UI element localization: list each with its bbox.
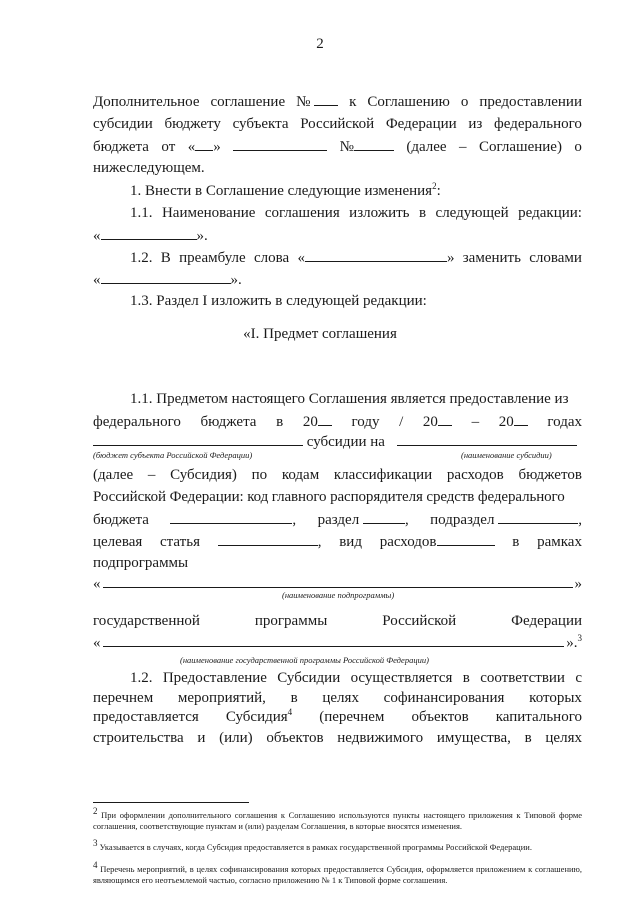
caption-subsidy: (наименование субсидии) [461,450,552,460]
year-blank-2[interactable] [438,412,452,426]
program-blank[interactable] [103,633,565,647]
s11-line-2: федерального бюджета в 20 году / 20 – 20 годах [93,414,582,430]
new-name-blank[interactable] [101,226,197,240]
old-words-blank[interactable] [305,248,447,262]
caption-budget: (бюджет субъекта Российской Федерации) [93,450,253,460]
section-heading: «I. Предмет соглашения [243,326,397,342]
footnote-separator [93,802,249,803]
intro-line-2: субсидии бюджету субъекта Российской Федерации из федерального [93,116,582,132]
subsidy-name-blank[interactable] [397,432,577,446]
s11-line-1: 1.1. Предметом настоящего Соглашения является предоставление из [130,391,569,407]
s12-line-1: 1.2. Предоставление Субсидии осуществляется в соответствии с [130,670,582,686]
year-blank-3[interactable] [514,412,528,426]
footnote-2: $^2$ При оформлении дополнительного соглашения к Соглашению используются пункты настоящего приложения к Типовой форме соглашения, соответствующие пунктам и (или) разделам Соглашения, в которые вносятся изменения. [93,806,582,831]
caption-subprogram: (наименование подпрограммы) [282,590,395,600]
s11-line-9: государственной программы Российской Федерации [93,613,582,629]
item-1-1-quote: « ». [93,228,208,244]
budget-blank[interactable] [93,432,303,446]
s11-line-7: целевая статья , вид расходов в рамках [93,534,582,550]
year-blank-1[interactable] [318,412,332,426]
s11-subprogram-quote: « » [93,576,582,592]
number-blank[interactable] [354,137,394,151]
expense-type-blank[interactable] [437,532,495,546]
caption-program: (наименование государственной программы Российской Федерации) [180,655,429,665]
s11-line-8: подпрограммы [93,555,189,571]
target-article-blank[interactable] [218,532,318,546]
item-1: 1. Внести в Соглашение следующие изменения$^2$: [130,181,441,199]
day-blank[interactable] [195,137,213,151]
s12-line-3: предоставляется Субсидия$^4$ (перечнем объектов капитального [93,707,582,725]
intro-line-3: бюджета от « » № (далее – Соглашение) о [93,139,582,155]
new-words-blank[interactable] [101,270,231,284]
subsection-blank[interactable] [498,510,578,524]
section-blank[interactable] [363,510,405,524]
footnote-3: $^3$ Указывается в случаях, когда Субсидия предоставляется в рамках государственной программы Российской Федерации. [93,838,532,852]
date-blank[interactable] [233,137,327,151]
s11-line-3: субсидии на [93,432,582,450]
agreement-number-blank[interactable] [314,92,338,106]
s11-line-4: (далее – Субсидия) по кодам классификации расходов бюджетов [93,467,582,483]
s11-program-quote: « ».$^3$ [93,633,582,651]
s11-line-6: бюджета , раздел , подраздел , [93,512,582,528]
s11-line-5: Российской Федерации: код главного распорядителя средств федерального [93,489,565,505]
s12-line-2: перечнем мероприятий, в целях софинансирования которых [93,690,582,706]
gr-code-blank[interactable] [170,510,292,524]
item-1-2: 1.2. В преамбуле слова « » заменить словами [130,250,582,266]
item-1-3: 1.3. Раздел I изложить в следующей редакции: [130,293,427,309]
page-number: 2 [316,36,324,52]
footnote-4: $^4$ Перечень мероприятий, в целях софинансирования которых предоставляется Субсидия, оформляется приложением к соглашению, являющимся его неотъемлемой частью, согласно приложению № 1 к Типовой форме соглашения. [93,860,583,885]
item-1-2-quote: « ». [93,272,242,288]
item-1-1: 1.1. Наименование соглашения изложить в следующей редакции: [130,205,582,221]
intro-line-1: Дополнительное соглашение № к Соглашению о предоставлении [93,94,582,110]
subprogram-blank[interactable] [103,574,573,588]
intro-line-4: нижеследующем. [93,160,205,176]
s12-line-4: строительства и (или) объектов недвижимого имущества, в целях [93,730,582,746]
